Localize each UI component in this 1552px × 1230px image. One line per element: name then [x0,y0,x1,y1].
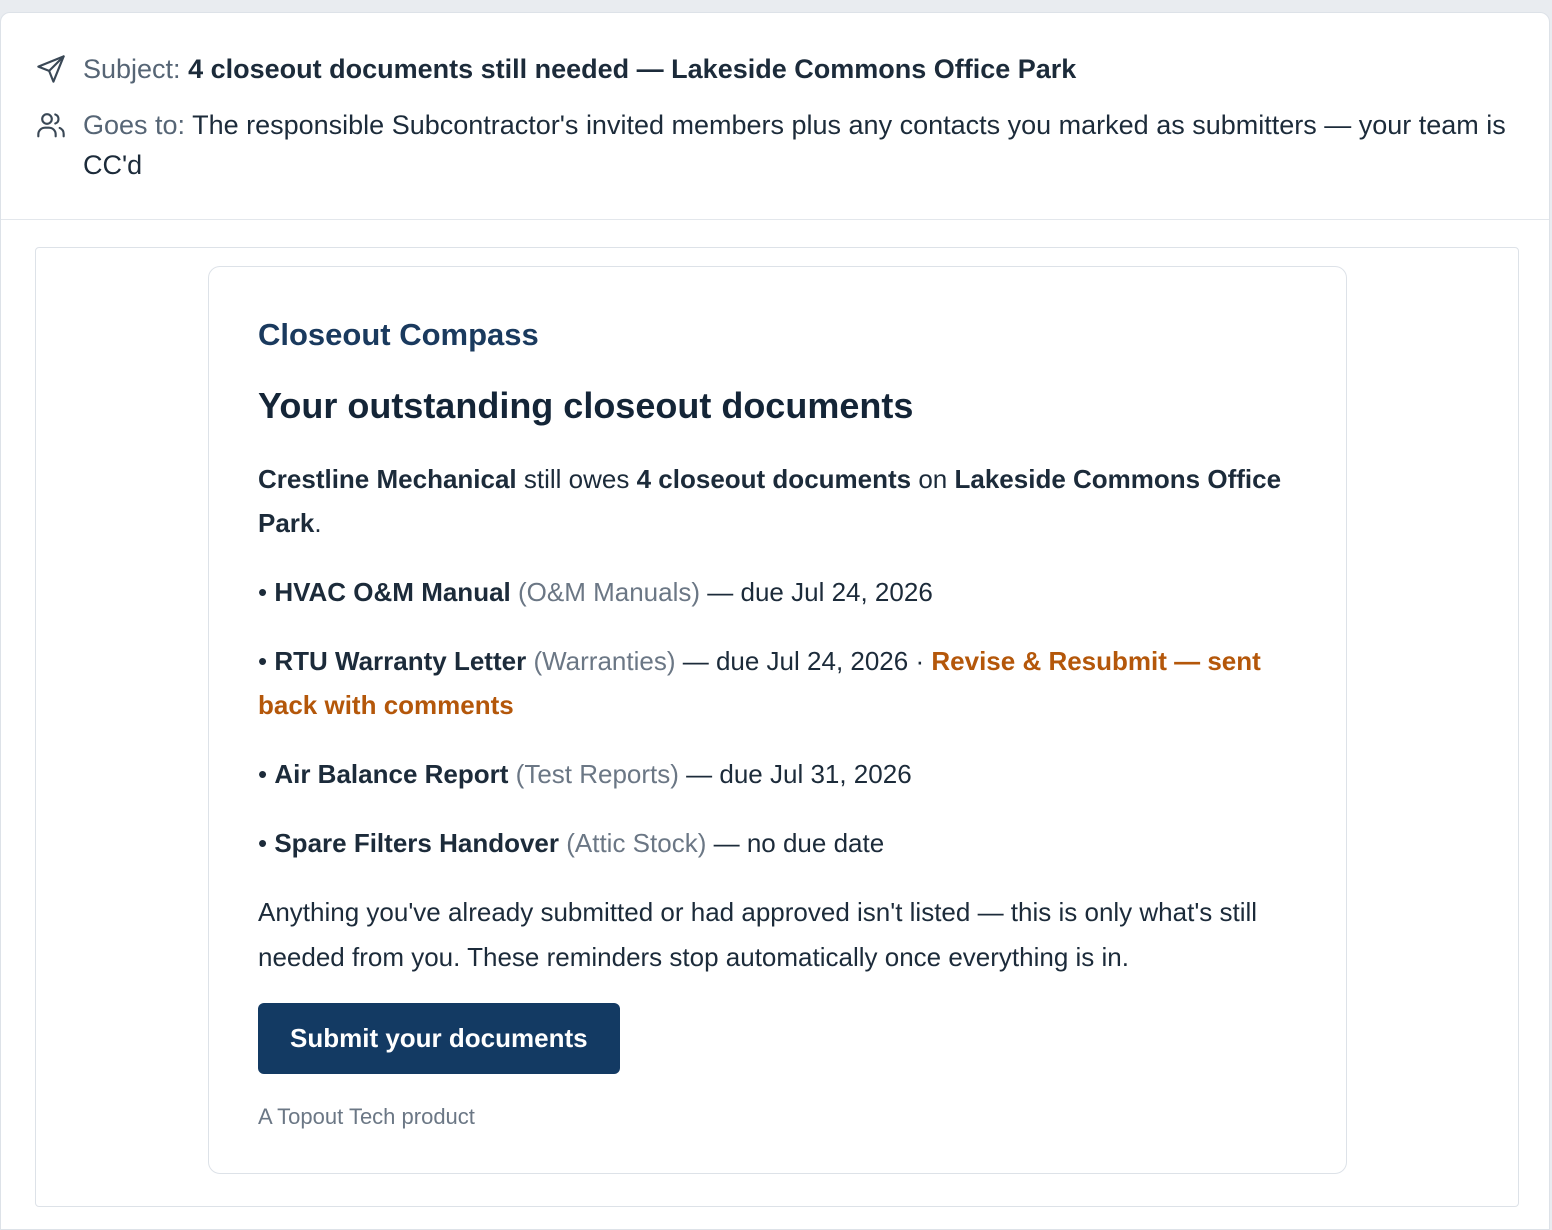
document-category: (Warranties) [533,646,676,676]
flag-separator: · [915,646,925,676]
document-count: 4 closeout documents [636,464,912,494]
email-body-frame [35,247,1519,1207]
goes-to-label: Goes to: [83,110,186,140]
bullet: • [258,577,268,607]
document-category: (O&M Manuals) [518,577,701,607]
intro-paragraph [258,457,1298,545]
document-list [258,570,1298,865]
document-item [258,639,1298,727]
email-heading: Your outstanding closeout documents [258,385,914,426]
document-name: Spare Filters Handover [274,828,559,858]
email-card [208,266,1347,1174]
users-icon [35,109,67,141]
goes-to-value: The responsible Subcontractor's invited members plus any contacts you marked as submitters — your team is CC'd [83,110,1506,180]
goes-to-text [83,105,1515,185]
email-meta [1,13,1549,220]
document-due: — due Jul 24, 2026 [707,577,933,607]
document-item [258,570,1298,614]
bullet: • [258,828,268,858]
document-due: — no due date [713,828,885,858]
document-name: RTU Warranty Letter [274,646,527,676]
goes-to-row [35,105,1515,185]
document-category: (Attic Stock) [566,828,707,858]
subject-row [35,49,1515,89]
footer-text: A Topout Tech product [258,1104,475,1129]
revise-resubmit-flag: Revise & Resubmit — sent back with comments [258,646,1261,720]
intro-still-owes: still owes [523,464,630,494]
document-due: — due Jul 24, 2026 [682,646,909,676]
submit-documents-button[interactable]: Submit your documents [258,1003,620,1074]
send-icon [35,53,67,85]
bullet: • [258,759,268,789]
subject-label: Subject: [83,54,181,84]
intro-end: . [314,508,322,538]
document-item [258,821,1298,865]
document-item [258,752,1298,796]
brand-name: Closeout Compass [258,317,539,352]
document-due: — due Jul 31, 2026 [686,759,912,789]
subject-value: 4 closeout documents still needed — Lakeside Commons Office Park [188,54,1077,84]
document-name: Air Balance Report [274,759,509,789]
intro-on: on [918,464,948,494]
email-preview-panel [0,12,1550,1230]
subject-text [83,49,1076,89]
document-category: (Test Reports) [515,759,679,789]
bullet: • [258,646,268,676]
reminder-note: Anything you've already submitted or had approved isn't listed — this is only what's still needed from you. These reminders stop automatically once everything is in. [258,897,1258,972]
project-name: Lakeside Commons Office Park [258,464,1282,538]
document-name: HVAC O&M Manual [274,577,511,607]
company-name: Crestline Mechanical [258,464,517,494]
